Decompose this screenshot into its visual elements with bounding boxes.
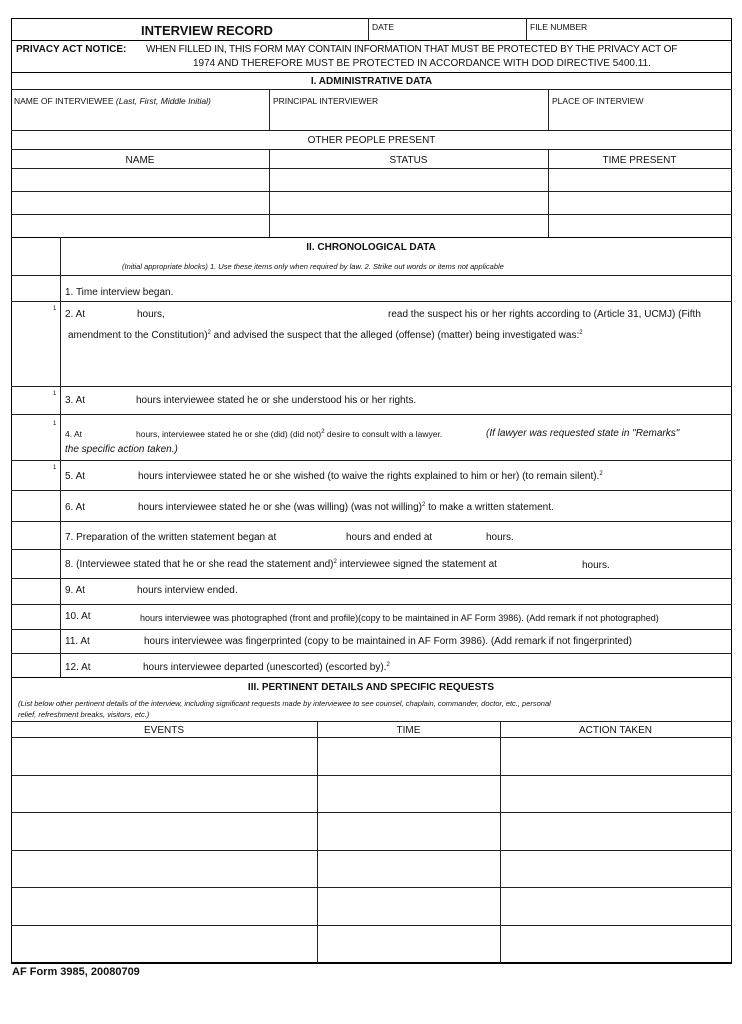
other-person-time-3[interactable]	[549, 215, 730, 236]
footnote-marker: 1	[53, 391, 57, 397]
item-9-text: hours interview ended.	[137, 585, 238, 596]
form-id: AF Form 3985, 20080709	[12, 966, 140, 978]
col-time-present-header: TIME PRESENT	[602, 155, 677, 166]
item-7-text: 7. Preparation of the written statement began at	[65, 532, 277, 543]
action-cell-1[interactable]	[501, 738, 730, 774]
other-person-name-1[interactable]	[12, 169, 268, 190]
interviewee-name-hint: (Last, First, Middle Initial)	[115, 96, 211, 106]
divider	[11, 460, 732, 461]
item-6-written: to make a written statement.	[425, 502, 554, 513]
action-cell-3[interactable]	[501, 813, 730, 849]
divider	[11, 237, 732, 238]
item-7-hours: hours.	[486, 532, 514, 543]
divider	[11, 149, 732, 150]
place-of-interview-field[interactable]	[549, 90, 731, 129]
item-2-rights: read the suspect his or her rights according to (Article 31, UCMJ) (Fifth	[388, 309, 701, 320]
divider	[11, 490, 732, 491]
col-status-header: STATUS	[389, 155, 428, 166]
event-cell-3[interactable]	[12, 813, 316, 849]
superscript: 2	[333, 559, 337, 565]
footnote-marker: 1	[53, 306, 57, 312]
item-10-label: 10. At	[65, 611, 91, 622]
item-5-line	[138, 471, 603, 484]
time-cell-1[interactable]	[318, 738, 499, 774]
principal-interviewer-field[interactable]	[270, 90, 548, 129]
item-11-label: 11. At	[65, 636, 90, 647]
divider	[11, 130, 732, 131]
initial-box-item-10[interactable]	[12, 605, 59, 628]
divider	[11, 629, 732, 630]
initial-box-item-5[interactable]	[12, 461, 59, 489]
item-3-label: 3. At	[65, 395, 86, 406]
divider	[11, 721, 732, 722]
other-person-time-1[interactable]	[549, 169, 730, 190]
superscript: 2	[422, 502, 426, 508]
item-12-label: 12. At	[65, 662, 91, 673]
item-8-signed: interviewee signed the statement at	[336, 559, 497, 570]
col-time-header: TIME	[396, 725, 421, 736]
superscript: 2	[321, 429, 325, 435]
time-cell-2[interactable]	[318, 776, 499, 811]
superscript: 2	[579, 330, 583, 336]
item-4-remarks: (If lawyer was requested state in "Remarks"	[486, 428, 680, 439]
file-number-label: FILE NUMBER	[530, 22, 588, 32]
item-11-text: hours interviewee was fingerprinted (copy to be maintained in AF Form 3986). (Add remark if not fingerprinted)	[144, 636, 633, 647]
section-3-title: III. PERTINENT DETAILS AND SPECIFIC REQUESTS	[247, 682, 495, 693]
event-cell-4[interactable]	[12, 851, 316, 886]
item-4-label: 4. At	[65, 429, 83, 439]
initial-box-item-9[interactable]	[12, 579, 59, 603]
item-8-text: 8. (Interviewee stated that he or she read the statement and)	[65, 559, 334, 570]
superscript: 2	[599, 471, 603, 477]
item-2-label: 2. At	[65, 309, 86, 320]
item-2-line2	[68, 330, 583, 343]
initial-box-item-8[interactable]	[12, 550, 59, 577]
other-person-status-1[interactable]	[270, 169, 547, 190]
time-cell-5[interactable]	[318, 888, 499, 924]
superscript: 2	[386, 662, 390, 668]
privacy-act-line2: 1974 AND THEREFORE MUST BE PROTECTED IN ACCORDANCE WITH DOD DIRECTIVE 5400.11.	[193, 58, 651, 69]
divider	[11, 677, 732, 678]
item-3-text: hours interviewee stated he or she understood his or her rights.	[136, 395, 417, 406]
superscript: 2	[207, 330, 211, 336]
initial-box-item-2[interactable]	[12, 302, 59, 386]
section-2-title: II. CHRONOLOGICAL DATA	[306, 242, 436, 253]
time-cell-6[interactable]	[318, 926, 499, 961]
divider	[11, 72, 732, 73]
item-2-offense-field[interactable]	[61, 345, 731, 385]
item-2-constitution: amendment to the Constitution)	[68, 330, 208, 341]
item-8-hours: hours.	[582, 560, 610, 571]
other-person-status-2[interactable]	[270, 192, 547, 213]
divider	[11, 521, 732, 522]
event-cell-6[interactable]	[12, 926, 316, 961]
item-1-text: 1. Time interview began.	[65, 287, 174, 298]
item-6-line	[138, 502, 554, 515]
footnote-marker: 1	[53, 421, 57, 427]
other-person-name-2[interactable]	[12, 192, 268, 213]
principal-interviewer-label: PRINCIPAL INTERVIEWER	[273, 96, 379, 106]
item-8-line	[65, 559, 497, 572]
other-people-title: OTHER PEOPLE PRESENT	[307, 135, 436, 146]
initial-box-item-7[interactable]	[12, 522, 59, 548]
footnote-marker: 1	[53, 465, 57, 471]
interviewee-name-label-text: NAME OF INTERVIEWEE	[14, 96, 114, 106]
initial-box-item-1[interactable]	[12, 276, 59, 301]
item-4-action: the specific action taken.)	[65, 444, 178, 455]
time-cell-3[interactable]	[318, 813, 499, 849]
col-action-taken-header: ACTION TAKEN	[579, 725, 652, 736]
item-10-text: hours interviewee was photographed (front and profile)(copy to be maintained in AF Form 3986). (Add remark if not photographed)	[140, 613, 659, 623]
item-6-label: 6. At	[65, 502, 86, 513]
section-3-note-line1: (List below other pertinent details of the interview, including significant requests made by interviewee to see counsel, chaplain, commander, doctor, etc., personal	[18, 699, 551, 708]
initial-box-item-11[interactable]	[12, 630, 59, 652]
divider	[11, 414, 732, 415]
divider	[11, 549, 732, 550]
item-6-text: hours interviewee stated he or she (was willing) (was not willing)	[138, 502, 423, 513]
initial-box-item-12[interactable]	[12, 654, 59, 677]
item-2-hours: hours,	[137, 309, 165, 320]
divider	[11, 386, 732, 387]
other-person-time-2[interactable]	[549, 192, 730, 213]
initial-box-item-4[interactable]	[12, 415, 59, 460]
event-cell-5[interactable]	[12, 888, 316, 924]
time-cell-4[interactable]	[318, 851, 499, 886]
event-cell-1[interactable]	[12, 738, 316, 774]
col-events-header: EVENTS	[143, 725, 184, 736]
privacy-act-line1: WHEN FILLED IN, THIS FORM MAY CONTAIN INFORMATION THAT MUST BE PROTECTED BY THE PRIVACY ACT OF	[146, 44, 678, 55]
initial-box-item-6[interactable]	[12, 491, 59, 520]
divider	[11, 275, 732, 276]
other-person-name-3[interactable]	[12, 215, 268, 236]
interviewee-name-field[interactable]	[12, 90, 269, 129]
item-5-label: 5. At	[65, 471, 86, 482]
date-field[interactable]	[369, 19, 526, 40]
divider	[11, 40, 732, 41]
divider	[11, 301, 732, 302]
item-4-line1	[136, 428, 442, 442]
item-4-lawyer: desire to consult with a lawyer.	[324, 429, 443, 439]
initial-box-item-3[interactable]	[12, 387, 59, 413]
item-12-line	[143, 662, 390, 675]
action-cell-4[interactable]	[501, 851, 730, 886]
form-border-bottom	[11, 962, 732, 964]
item-5-text: hours interviewee stated he or she wished (to waive the rights explained to him or her) (to remain silent).	[138, 471, 600, 482]
action-cell-2[interactable]	[501, 776, 730, 811]
divider	[11, 578, 732, 579]
item-2-alleged: and advised the suspect that the alleged (offense) (matter) being investigated was:	[213, 330, 580, 341]
action-cell-6[interactable]	[501, 926, 730, 961]
item-9-label: 9. At	[65, 585, 86, 596]
event-cell-2[interactable]	[12, 776, 316, 811]
col-name-header: NAME	[125, 155, 155, 166]
divider	[11, 604, 732, 605]
form-title: INTERVIEW RECORD	[141, 23, 273, 38]
section-1-title: I. ADMINISTRATIVE DATA	[310, 76, 433, 87]
section-3-note-line2: relief, refreshment breaks, visitors, etc.)	[18, 710, 150, 719]
file-number-field[interactable]	[527, 19, 731, 40]
divider	[11, 653, 732, 654]
privacy-act-label: PRIVACY ACT NOTICE:	[16, 44, 127, 55]
item-7-ended: hours and ended at	[346, 532, 433, 543]
date-label: DATE	[372, 22, 395, 32]
section-2-note: (Initial appropriate blocks) 1. Use these items only when required by law. 2. Strike out words or items not applicable	[122, 262, 504, 271]
initials-column-divider	[60, 237, 61, 678]
item-12-text: hours interviewee departed (unescorted) (escorted by).	[143, 662, 387, 673]
other-person-status-3[interactable]	[270, 215, 547, 236]
place-of-interview-label: PLACE OF INTERVIEW	[552, 96, 644, 106]
action-cell-5[interactable]	[501, 888, 730, 924]
item-4-did: hours, interviewee stated he or she (did) (did not)	[136, 429, 322, 439]
